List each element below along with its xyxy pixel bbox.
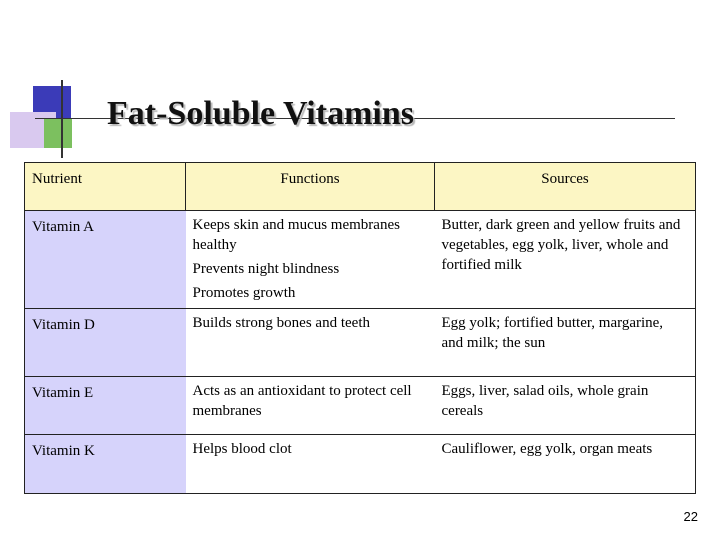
sources-cell: Egg yolk; fortified butter, margarine, and milk; the sun bbox=[435, 309, 696, 377]
function-item: Acts as an antioxidant to protect cell membranes bbox=[192, 383, 412, 419]
nutrient-cell: Vitamin D bbox=[25, 309, 186, 377]
table-header-row bbox=[25, 163, 696, 211]
function-item: Promotes growth bbox=[192, 285, 296, 301]
nutrient-cell: Vitamin K bbox=[25, 435, 186, 494]
function-item: Keeps skin and mucus membranes healthy bbox=[192, 217, 400, 253]
vitamin-table bbox=[24, 162, 696, 494]
page-number: 22 bbox=[683, 509, 698, 524]
table-row bbox=[25, 435, 696, 494]
function-item: Helps blood clot bbox=[192, 441, 292, 457]
functions-cell bbox=[186, 435, 435, 494]
slide-title: Fat-Soluble Vitamins bbox=[107, 95, 414, 132]
table-row bbox=[25, 377, 696, 435]
nutrient-cell: Vitamin A bbox=[25, 211, 186, 309]
table-row bbox=[25, 309, 696, 377]
function-item: Prevents night blindness bbox=[192, 261, 340, 277]
header-functions: Functions bbox=[186, 163, 435, 211]
functions-cell bbox=[186, 377, 435, 435]
sources-cell: Cauliflower, egg yolk, organ meats bbox=[435, 435, 696, 494]
functions-cell bbox=[186, 309, 435, 377]
header-sources: Sources bbox=[435, 163, 696, 211]
function-item: Builds strong bones and teeth bbox=[192, 315, 370, 331]
nutrient-cell: Vitamin E bbox=[25, 377, 186, 435]
decor-green-square bbox=[44, 118, 72, 148]
header-nutrient: Nutrient bbox=[25, 163, 186, 211]
table-row bbox=[25, 211, 696, 309]
sources-cell: Eggs, liver, salad oils, whole grain cereals bbox=[435, 377, 696, 435]
functions-cell bbox=[186, 211, 435, 309]
sources-cell: Butter, dark green and yellow fruits and vegetables, egg yolk, liver, whole and fortified milk bbox=[435, 211, 696, 309]
decor-vertical-line bbox=[61, 80, 63, 158]
